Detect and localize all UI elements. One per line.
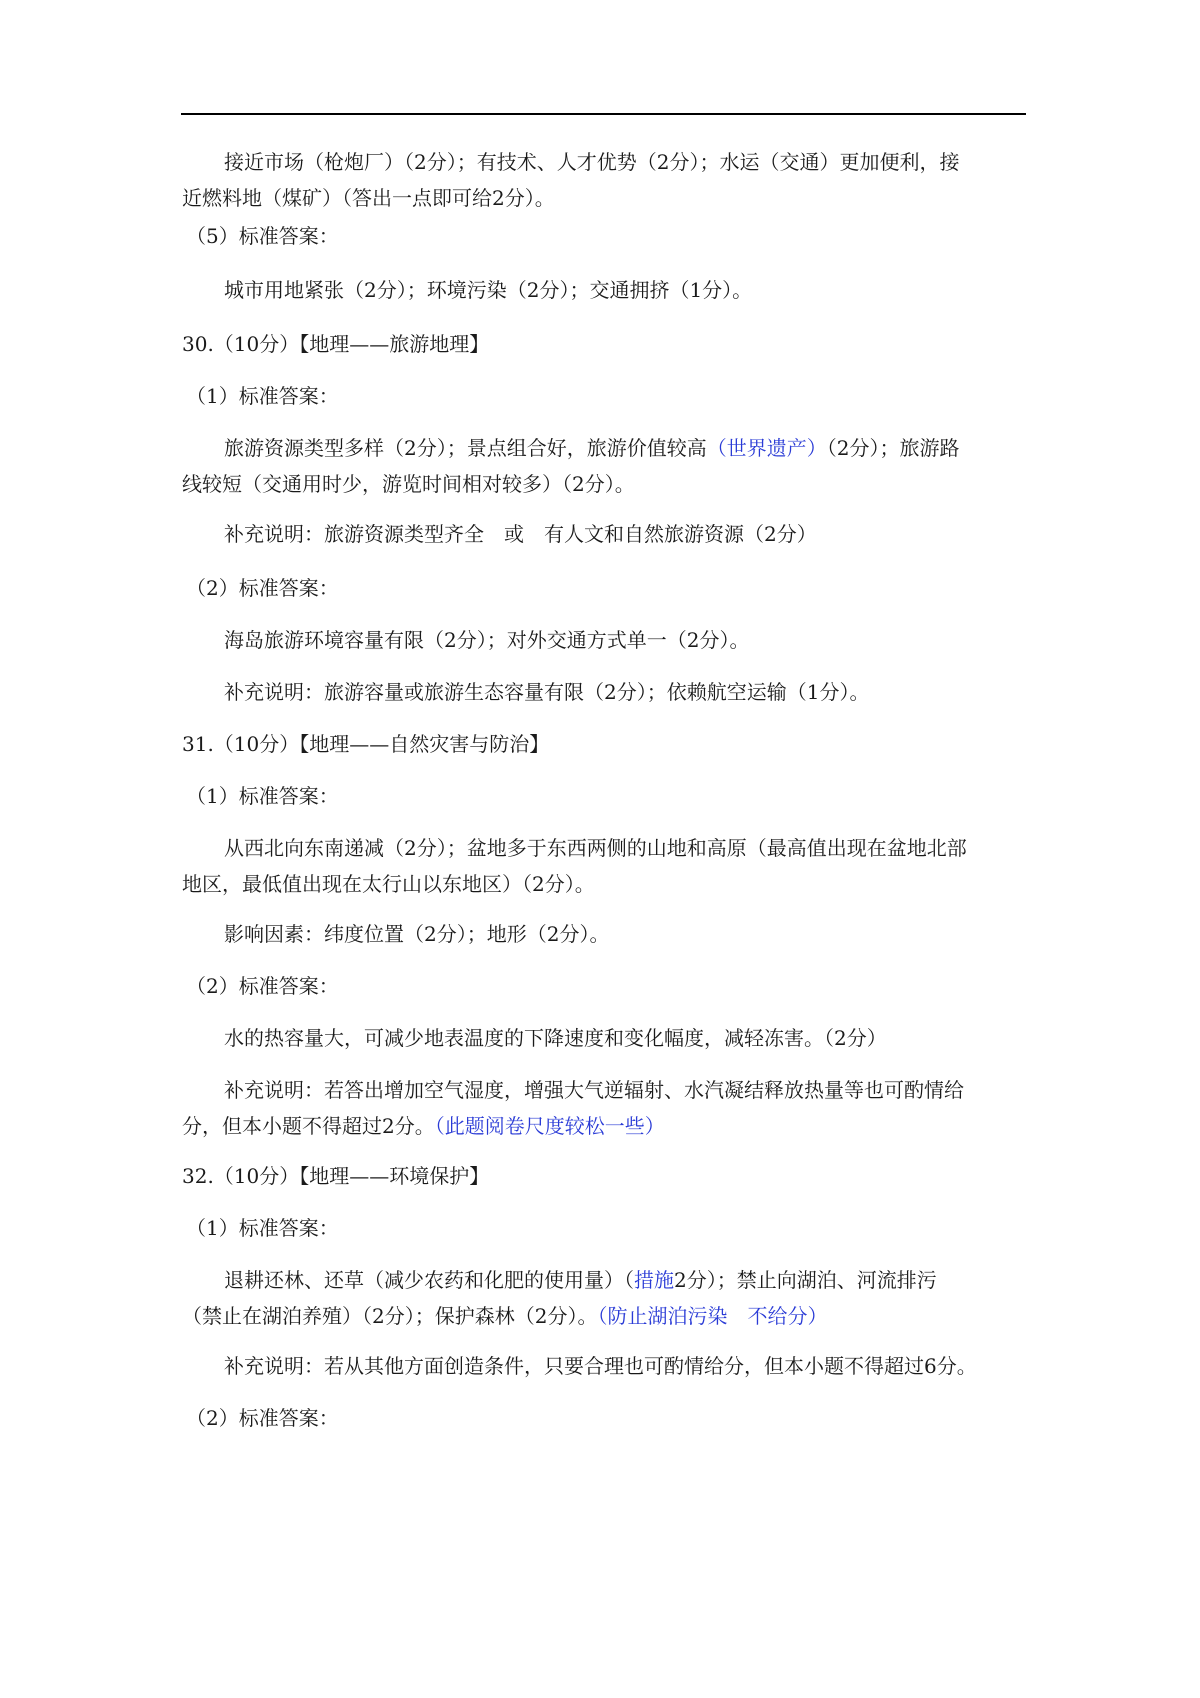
subquestion-label: （1）标准答案： (186, 784, 339, 808)
subquestion-label: （2）标准答案： (186, 974, 339, 998)
annotation-blue: （世界遗产） (706, 436, 827, 460)
question-heading: 31.（10分）【地理——自然灾害与防治】 (182, 732, 550, 756)
answer-text: 地区，最低值出现在太行山以东地区）（2分）。 (182, 872, 595, 896)
answer-text: 退耕还林、还草（减少农药和化肥的使用量）（措施2分）；禁止向湖泊、河流排污 (224, 1268, 937, 1292)
supplement-note: 补充说明：若从其他方面创造条件，只要合理也可酌情给分，但本小题不得超过6分。 (224, 1354, 977, 1378)
answer-text: 水的热容量大，可减少地表温度的下降速度和变化幅度，减轻冻害。（2分） (224, 1026, 887, 1050)
supplement-note: 补充说明：旅游容量或旅游生态容量有限（2分）；依赖航空运输（1分）。 (224, 680, 870, 704)
question-heading: 30.（10分）【地理——旅游地理】 (182, 332, 490, 356)
answer-text: 城市用地紧张（2分）；环境污染（2分）；交通拥挤（1分）。 (224, 278, 753, 302)
answer-text: 接近市场（枪炮厂）（2分）；有技术、人才优势（2分）；水运（交通）更加便利，接 (224, 150, 960, 174)
answer-text: 旅游资源类型多样（2分）；景点组合好，旅游价值较高（世界遗产）（2分）；旅游路 (224, 436, 960, 460)
annotation-blue: 措施 (634, 1268, 674, 1292)
subquestion-label: （5）标准答案： (186, 224, 339, 248)
supplement-note: 补充说明：若答出增加空气湿度，增强大气逆辐射、水汽凝结释放热量等也可酌情给 (224, 1078, 964, 1102)
answer-text: 从西北向东南递减（2分）；盆地多于东西两侧的山地和高原（最高值出现在盆地北部 (224, 836, 967, 860)
subquestion-label: （1）标准答案： (186, 384, 339, 408)
supplement-note: 补充说明：旅游资源类型齐全 或 有人文和自然旅游资源（2分） (224, 522, 817, 546)
subquestion-label: （2）标准答案： (186, 576, 339, 600)
answer-text: 近燃料地（煤矿）（答出一点即可给2分）。 (182, 186, 555, 210)
annotation-blue: （防止湖泊污染 不给分） (597, 1304, 828, 1328)
annotation-blue: （此题阅卷尺度较松一些） (434, 1114, 665, 1138)
subquestion-label: （1）标准答案： (186, 1216, 339, 1240)
supplement-note: 分，但本小题不得超过2分。（此题阅卷尺度较松一些） (182, 1114, 665, 1138)
header-rule (181, 113, 1026, 115)
answer-text: 影响因素：纬度位置（2分）；地形（2分）。 (224, 922, 610, 946)
answer-text: 线较短（交通用时少，游览时间相对较多）（2分）。 (182, 472, 635, 496)
answer-text: （禁止在湖泊养殖）（2分）；保护森林（2分）。（防止湖泊污染 不给分） (182, 1304, 828, 1328)
answer-text: 海岛旅游环境容量有限（2分）；对外交通方式单一（2分）。 (224, 628, 750, 652)
subquestion-label: （2）标准答案： (186, 1406, 339, 1430)
question-heading: 32.（10分）【地理——环境保护】 (182, 1164, 490, 1188)
